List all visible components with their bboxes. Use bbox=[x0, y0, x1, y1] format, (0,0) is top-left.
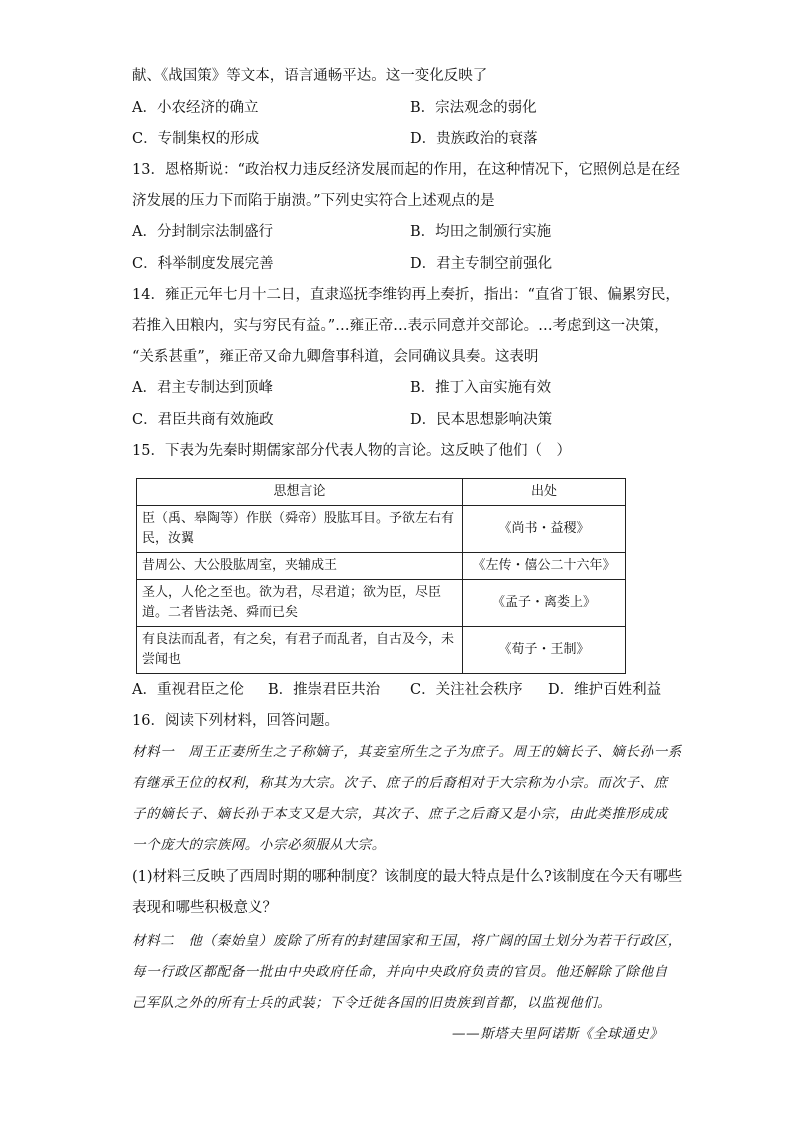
q15-option-b: B．推崇君臣共治 bbox=[268, 682, 381, 698]
q12-option-b: B．宗法观念的弱化 bbox=[410, 100, 537, 116]
q13-stem-line-1: 13．恩格斯说：“政治权力违反经济发展而起的作用，在这种情况下，它照例总是在经 bbox=[132, 162, 680, 178]
quote-cell: 有良法而乱者，有之矣，有君子而乱者，自古及今，未尝闻也 bbox=[137, 627, 463, 674]
q15-option-a: A．重视君臣之伦 bbox=[132, 682, 244, 698]
q14-option-b: B．推丁入亩实施有效 bbox=[410, 380, 552, 396]
q13-option-b: B．均田之制颁行实施 bbox=[410, 224, 552, 240]
header-quote: 思想言论 bbox=[137, 479, 463, 506]
material-2-line-2: 每一行政区都配备一批由中央政府任命，并向中央政府负责的官员。他还解除了除他自 bbox=[132, 964, 668, 980]
quote-cell: 臣（禹、皋陶等）作朕（舜帝）股肱耳目。予欲左右有民，汝翼 bbox=[137, 506, 463, 553]
material-2-line-3: 己军队之外的所有士兵的武装；下令迁徙各国的旧贵族到首都，以监视他们。 bbox=[132, 995, 612, 1011]
q14-option-c: C．君臣共商有效施政 bbox=[132, 412, 274, 428]
q15-option-c: C．关注社会秩序 bbox=[410, 682, 523, 698]
material-2-citation: ——斯塔夫里阿诺斯《全球通史》 bbox=[452, 1026, 664, 1042]
quote-cell: 圣人，人伦之至也。欲为君，尽君道；欲为臣，尽臣道。二者皆法尧、舜而已矣 bbox=[137, 580, 463, 627]
q12-stem-tail: 献、《战国策》等文本，语言通畅平达。这一变化反映了 bbox=[132, 68, 488, 84]
q15-quote-table bbox=[136, 478, 626, 674]
q14-stem-line-3: “关系甚重”，雍正帝又命九卿詹事科道，会同确议具奏。这表明 bbox=[132, 349, 539, 365]
q14-option-d: D．民本思想影响决策 bbox=[410, 412, 553, 428]
table-row bbox=[137, 627, 626, 674]
source-cell: 《尚书・益稷》 bbox=[463, 506, 626, 553]
table-row bbox=[137, 580, 626, 627]
q14-stem-line-2: 若推入田粮内，实与穷民有益。”…雍正帝…表示同意并交部论。…考虑到这一决策， bbox=[132, 318, 669, 334]
source-cell: 《荀子・王制》 bbox=[463, 627, 626, 674]
q12-option-c: C．专制集权的形成 bbox=[132, 131, 260, 147]
q13-option-d: D．君主专制空前强化 bbox=[410, 256, 553, 272]
q16-sub-question-line-1: (1)材料三反映了西周时期的哪种制度？该制度的最大特点是什么?该制度在今天有哪些 bbox=[132, 869, 683, 885]
q16-stem: 16．阅读下列材料，回答问题。 bbox=[132, 713, 339, 729]
q15-stem: 15．下表为先秦时期儒家部分代表人物的言论。这反映了他们（ ） bbox=[132, 443, 571, 459]
q16-sub-question-line-2: 表现和哪些积极意义？ bbox=[132, 900, 277, 916]
material-2-line-1: 材料二 他（秦始皇）废除了所有的封建国家和王国，将广阔的国土划分为若干行政区， bbox=[132, 933, 682, 949]
q13-option-a: A．分封制宗法制盛行 bbox=[132, 224, 273, 240]
q12-option-a: A．小农经济的确立 bbox=[132, 100, 259, 116]
q14-option-a: A．君主专制达到顶峰 bbox=[132, 380, 273, 396]
header-source: 出处 bbox=[463, 479, 626, 506]
quote-cell: 昔周公、大公股肱周室，夹辅成王 bbox=[137, 553, 463, 580]
q14-stem-line-1: 14．雍正元年七月十二日，直隶巡抚李维钧再上奏折，指出：“直省丁银、偏累穷民， bbox=[132, 287, 680, 303]
source-cell: 《左传・僖公二十六年》 bbox=[463, 553, 626, 580]
material-1-line-2: 有继承王位的权利，称其为大宗。次子、庶子的后裔相对于大宗称为小宗。而次子、庶 bbox=[132, 775, 668, 791]
source-cell: 《孟子・离娄上》 bbox=[463, 580, 626, 627]
table-header-row bbox=[137, 479, 626, 506]
q15-option-d: D．维护百姓利益 bbox=[548, 682, 662, 698]
table-row bbox=[137, 506, 626, 553]
q13-option-c: C．科举制度发展完善 bbox=[132, 256, 274, 272]
q12-option-d: D．贵族政治的衰落 bbox=[410, 131, 538, 147]
q13-stem-line-2: 济发展的压力下而陷于崩溃。”下列史实符合上述观点的是 bbox=[132, 193, 495, 209]
material-1-line-1: 材料一 周王正妻所生之子称嫡子，其妾室所生之子为庶子。周王的嫡长子、嫡长孙一系 bbox=[132, 744, 682, 760]
material-1-line-4: 一个庞大的宗族网。小宗必须服从大宗。 bbox=[132, 837, 386, 853]
material-1-line-3: 子的嫡长子、嫡长孙于本支又是大宗，其次子、庶子之后裔又是小宗，由此类推形成成 bbox=[132, 806, 668, 822]
table-row bbox=[137, 553, 626, 580]
